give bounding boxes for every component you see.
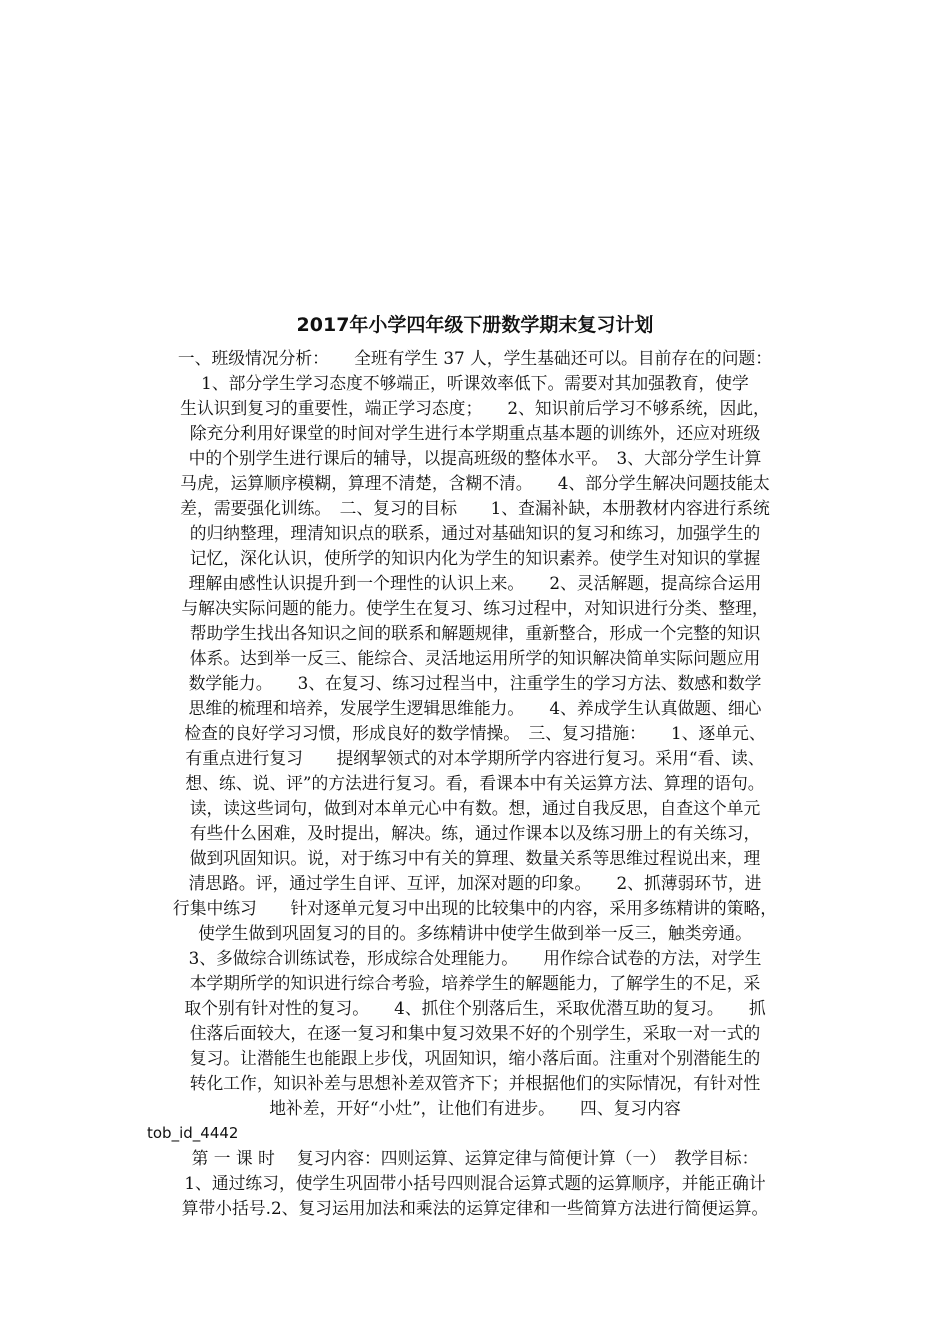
- body-line: 有重点进行复习 提纲挈领式的对本学期所学内容进行复习。采用“看、读、: [185, 748, 765, 768]
- body-line: 数学能力。 3、在复习、练习过程当中，注重学生的学习方法、数感和数学: [188, 673, 762, 693]
- body-line: 理解由感性认识提升到一个理性的认识上来。 2、灵活解题，提高综合运用: [188, 573, 762, 593]
- body-line: 清思路。评，通过学生自评、互评，加深对题的印象。 2、抓薄弱环节，进: [188, 873, 762, 893]
- body-line: 一、班级情况分析： 全班有学生 37 人，学生基础还可以。目前存在的问题：: [177, 348, 773, 368]
- lesson-line: 算带小括号.2、复习运用加法和乘法的运算定律和一些简算方法进行简便运算。: [181, 1198, 769, 1218]
- body-line: 与解决实际问题的能力。使学生在复习、练习过程中，对知识进行分类、整理，: [181, 598, 769, 618]
- body-line: 中的个别学生进行课后的辅导，以提高班级的整体水平。 3、大部分学生计算: [188, 448, 762, 468]
- lesson-line: 1、通过练习，使学生巩固带小括号四则混合运算式题的运算顺序，并能正确计: [184, 1173, 766, 1193]
- body-line: 马虎，运算顺序模糊，算理不清楚，含糊不清。 4、部分学生解决问题技能太: [180, 473, 770, 493]
- body-line: 转化工作，知识补差与思想补差双管齐下；并根据他们的实际情况，有针对性: [189, 1073, 761, 1093]
- body-line: 3、多做综合训练试卷，形成综合处理能力。 用作综合试卷的方法，对学生: [188, 948, 762, 968]
- body-line: 取个别有针对性的复习。 4、抓住个别落后生，采取优潜互助的复习。 抓: [184, 998, 766, 1018]
- body-line: 有些什么困难，及时提出，解决。练，通过作课本以及练习册上的有关练习，: [189, 823, 761, 843]
- body-line: 体系。达到举一反三、能综合、灵活地运用所学的知识解决简单实际问题应用: [189, 648, 761, 668]
- document-title: 2017年小学四年级下册数学期末复习计划: [296, 314, 654, 336]
- body-line: 做到巩固知识。说，对于练习中有关的算理、数量关系等思维过程说出来，理: [189, 848, 761, 868]
- body-line: 记忆，深化认识，使所学的知识内化为学生的知识素养。使学生对知识的掌握: [189, 548, 761, 568]
- body-line: 本学期所学的知识进行综合考验，培养学生的解题能力，了解学生的不足，采: [189, 973, 761, 993]
- body-line: 使学生做到巩固复习的目的。多练精讲中使学生做到举一反三，触类旁通。: [198, 923, 752, 943]
- body-line: 想、练、说、评”的方法进行复习。看，看课本中有关运算方法、算理的语句。: [185, 773, 765, 793]
- document-body: [0, 346, 950, 1221]
- body-line: 帮助学生找出各知识之间的联系和解题规律，重新整合，形成一个完整的知识: [189, 623, 761, 643]
- body-line: 的归纳整理，理清知识点的联系，通过对基础知识的复习和练习，加强学生的: [189, 523, 761, 543]
- reference-id: tob_id_4442: [147, 1124, 239, 1142]
- body-line: 检查的良好学习习惯，形成良好的数学情操。 三、复习措施： 1、逐单元、: [184, 723, 766, 743]
- body-line: 1、部分学生学习态度不够端正，听课效率低下。需要对其加强教育，使学: [201, 373, 749, 393]
- body-line: 除充分利用好课堂的时间对学生进行本学期重点基本题的训练外，还应对班级: [189, 423, 761, 443]
- body-line: 差，需要强化训练。 二、复习的目标 1、查漏补缺，本册教材内容进行系统: [180, 498, 770, 518]
- body-line: 行集中练习 针对逐单元复习中出现的比较集中的内容，采用多练精讲的策略，: [172, 898, 778, 918]
- body-line: 复习。让潜能生也能跟上步伐，巩固知识，缩小落后面。注重对个别潜能生的: [189, 1048, 761, 1068]
- body-line: 读，读这些词句，做到对本单元心中有数。想，通过自我反思，自查这个单元: [189, 798, 761, 818]
- lesson-line: 第 一 课 时 复习内容：四则运算、运算定律与简便计算（一） 教学目标：: [191, 1148, 759, 1168]
- body-line: 住落后面较大，在逐一复习和集中复习效果不好的个别学生，采取一对一式的: [189, 1023, 761, 1043]
- body-line: 生认识到复习的重要性，端正学习态度； 2、知识前后学习不够系统，因此，: [180, 398, 770, 418]
- body-line: 思维的梳理和培养，发展学生逻辑思维能力。 4、养成学生认真做题、细心: [188, 698, 762, 718]
- body-line: 地补差，开好“小灶”，让他们有进步。 四、复习内容: [269, 1098, 681, 1118]
